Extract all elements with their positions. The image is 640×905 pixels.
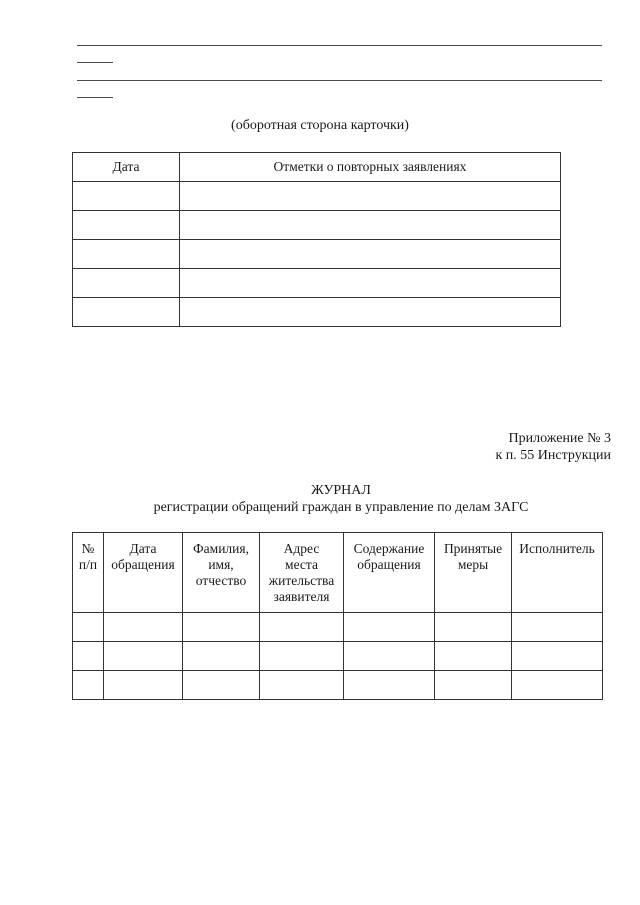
- table-cell[interactable]: [344, 613, 435, 642]
- table-cell[interactable]: [104, 642, 183, 671]
- table-cell[interactable]: [260, 642, 344, 671]
- table-row: [73, 642, 603, 671]
- table-cell[interactable]: [344, 671, 435, 700]
- table-header-row: [73, 153, 561, 182]
- journal-subtitle: регистрации обращений граждан в управление по делам ЗАГС: [153, 500, 529, 515]
- column-header-content: Содержание обращения: [344, 533, 435, 613]
- table-cell[interactable]: [73, 240, 180, 269]
- table-cell[interactable]: [512, 642, 603, 671]
- column-header-notes: Отметки о повторных заявлениях: [180, 153, 561, 182]
- table-cell[interactable]: [73, 642, 104, 671]
- table-cell[interactable]: [73, 671, 104, 700]
- table-cell[interactable]: [180, 240, 561, 269]
- table-cell[interactable]: [183, 642, 260, 671]
- card-reverse-caption: (оборотная сторона карточки): [231, 118, 409, 133]
- table-cell[interactable]: [512, 671, 603, 700]
- table-cell[interactable]: [435, 642, 512, 671]
- table-cell[interactable]: [344, 642, 435, 671]
- column-header-executor: Исполнитель: [512, 533, 603, 613]
- table-cell[interactable]: [435, 671, 512, 700]
- table-cell[interactable]: [73, 613, 104, 642]
- table-cell[interactable]: [73, 298, 180, 327]
- table-cell[interactable]: [180, 298, 561, 327]
- table-cell[interactable]: [183, 613, 260, 642]
- table-row: [73, 211, 561, 240]
- table-header-row: [73, 533, 603, 613]
- table-cell[interactable]: [180, 182, 561, 211]
- table-cell[interactable]: [180, 211, 561, 240]
- form-line-short: [77, 62, 113, 63]
- column-header-number: № п/п: [73, 533, 104, 613]
- table-cell[interactable]: [183, 671, 260, 700]
- column-header-address: Адрес места жительства заявителя: [260, 533, 344, 613]
- journal-table: [72, 532, 603, 700]
- appendix-number: Приложение № 3: [508, 431, 611, 446]
- table-row: [73, 182, 561, 211]
- table-cell[interactable]: [73, 211, 180, 240]
- table-cell[interactable]: [73, 182, 180, 211]
- table-row: [73, 240, 561, 269]
- table-row: [73, 671, 603, 700]
- table-row: [73, 613, 603, 642]
- table-cell[interactable]: [260, 671, 344, 700]
- column-header-full-name: Фамилия, имя, отчество: [183, 533, 260, 613]
- table-row: [73, 298, 561, 327]
- table-cell[interactable]: [435, 613, 512, 642]
- table-cell[interactable]: [512, 613, 603, 642]
- column-header-date: Дата обращения: [104, 533, 183, 613]
- form-line: [77, 45, 602, 46]
- column-header-measures: Принятые меры: [435, 533, 512, 613]
- appendix-reference: [496, 430, 612, 464]
- journal-title: ЖУРНАЛ: [311, 483, 371, 498]
- appendix-clause: к п. 55 Инструкции: [495, 448, 611, 463]
- journal-heading: [0, 482, 640, 516]
- table-cell[interactable]: [104, 613, 183, 642]
- table-cell[interactable]: [104, 671, 183, 700]
- table-cell[interactable]: [260, 613, 344, 642]
- column-header-date: Дата: [73, 153, 180, 182]
- form-line-short: [77, 97, 113, 98]
- repeat-applications-table: [72, 152, 561, 327]
- table-row: [73, 269, 561, 298]
- table-cell[interactable]: [180, 269, 561, 298]
- table-cell[interactable]: [73, 269, 180, 298]
- form-line: [77, 80, 602, 81]
